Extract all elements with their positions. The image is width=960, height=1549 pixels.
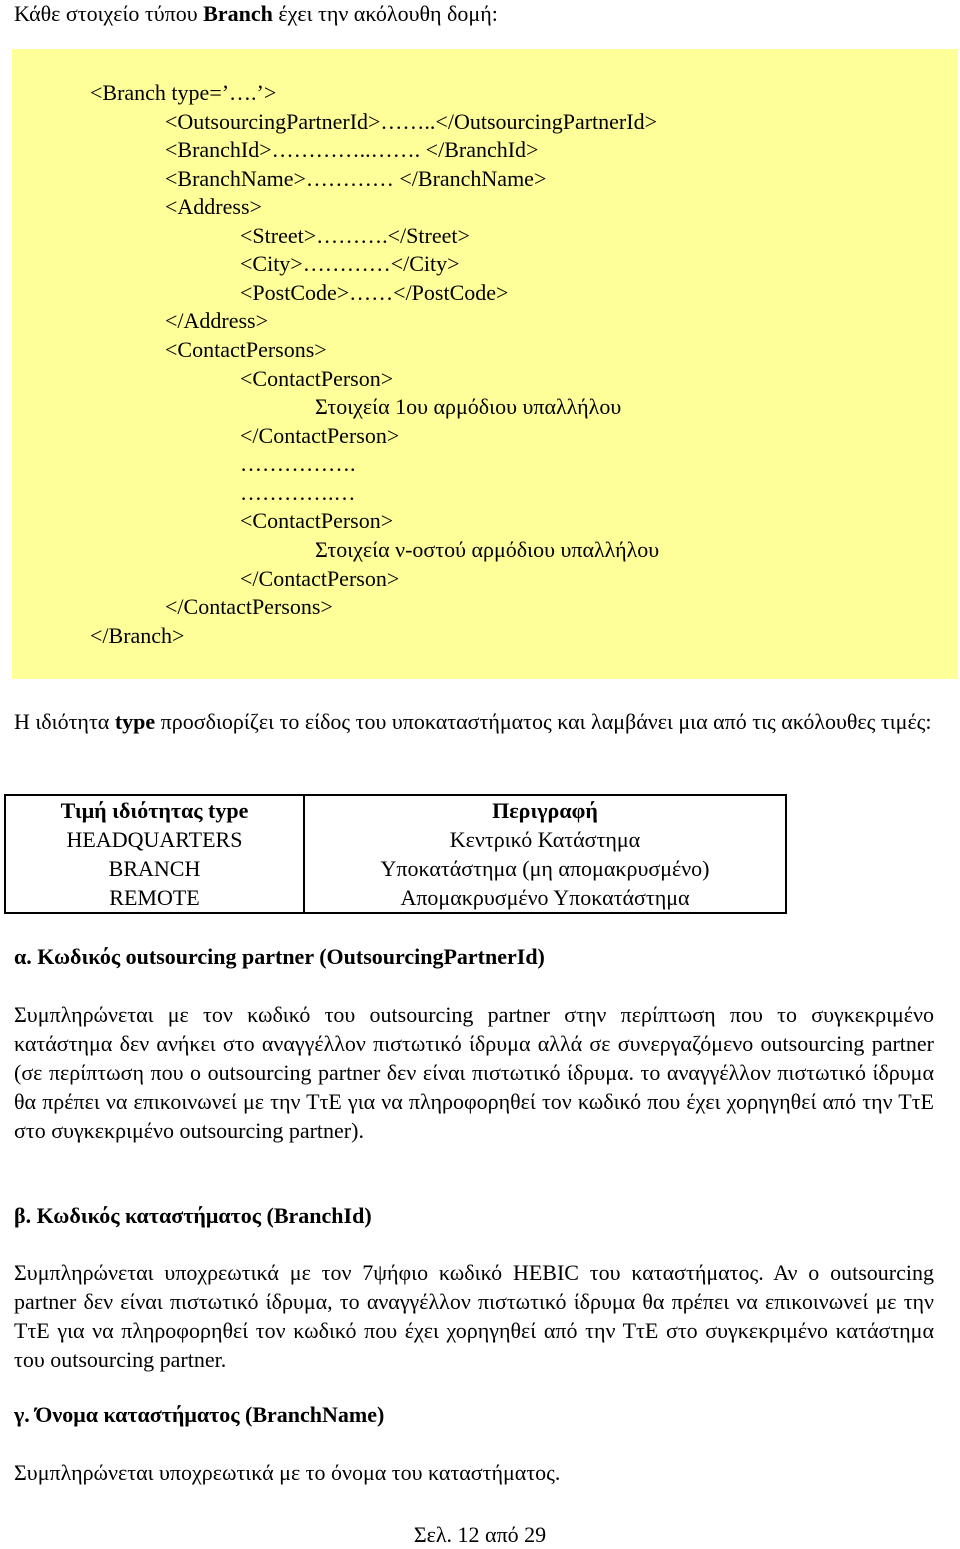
code-line: </Branch> — [90, 623, 185, 648]
code-line: <ContactPerson> — [240, 508, 394, 533]
code-line: </ContactPerson> — [240, 566, 400, 591]
table-row — [5, 854, 786, 883]
intro-text — [14, 0, 498, 28]
table-header-cell: Τιμή ιδιότητας type — [5, 795, 304, 825]
section-body: Συμπληρώνεται με τον κωδικό του outsourcing partner στην περίπτωση που το συγκεκριμένο κατάστημα δεν ανήκει στο αναγγέλλον πιστωτικό ίδρυμα αλλά σε συνεργαζόμενο outsourcing partner (σε περίπτωση που ο outsourcing partner δεν είναι πιστωτικό ίδρυμα. το αναγγέλλον πιστωτικό ίδρυμα θα πρέπει να επικοινωνεί με την ΤτΕ για να πληροφορηθεί τον κωδικό που έχει χορηγηθεί από την ΤτΕ στο συγκεκριμένο outsourcing partner). — [14, 1002, 934, 1143]
code-line: <BranchId>…………..……. </BranchId> — [165, 137, 539, 162]
xml-structure-box — [12, 49, 958, 679]
section-label: α. — [14, 944, 32, 969]
table-cell: BRANCH — [5, 854, 304, 883]
table-cell: HEADQUARTERS — [5, 825, 304, 854]
table-row — [5, 825, 786, 854]
code-line: ………….… — [240, 480, 356, 505]
code-line: <BranchName>………… </BranchName> — [165, 166, 547, 191]
section-title: Όνομα καταστήματος (BranchName) — [35, 1402, 385, 1427]
code-line: <ContactPerson> — [240, 366, 394, 391]
page-number: Σελ. 12 από 29 — [413, 1522, 547, 1547]
code-line: <OutsourcingPartnerId>……..</OutsourcingPartnerId> — [165, 109, 657, 134]
section-label: β. — [14, 1203, 32, 1228]
table-cell: Κεντρικό Κατάστημα — [449, 827, 641, 852]
type-para-bold: type — [114, 709, 156, 734]
section-heading — [14, 1202, 372, 1230]
intro-before: Κάθε στοιχείο τύπου — [14, 1, 204, 26]
section-title: Κωδικός outsourcing partner (OutsourcingPartnerId) — [37, 944, 545, 969]
code-line: </ContactPerson> — [240, 423, 400, 448]
type-para-before: Η ιδιότητα — [14, 709, 115, 734]
section-heading — [14, 943, 545, 971]
code-line: <ContactPersons> — [165, 337, 327, 362]
type-property-paragraph — [14, 708, 934, 736]
section-body: Συμπληρώνεται υποχρεωτικά με το όνομα του καταστήματος. — [14, 1460, 561, 1485]
section-paragraph — [14, 1458, 934, 1487]
code-line: Στοιχεία 1ου αρμόδιου υπαλλήλου — [315, 394, 622, 419]
table-row — [5, 883, 786, 913]
code-line: <Branch type=’….’> — [90, 80, 277, 105]
section-heading — [14, 1401, 384, 1429]
code-line: <Street>……….</Street> — [240, 223, 470, 248]
intro-after: έχει την ακόλουθη δομή: — [272, 1, 498, 26]
section-body: Συμπληρώνεται υποχρεωτικά με τον 7ψήφιο κωδικό HEBIC του καταστήματος. Αν ο outsourcing partner δεν είναι πιστωτικό ίδρυμα, το αναγγέλλον πιστωτικό ίδρυμα θα πρέπει να επικοινωνεί με την ΤτΕ για να πληροφορηθεί τον κωδικό που έχει χορηγηθεί από την ΤτΕ στο συγκεκριμένο κατάστημα του outsourcing partner. — [14, 1260, 934, 1372]
code-line: <Address> — [165, 194, 262, 219]
code-line: </Address> — [165, 308, 269, 333]
section-paragraph — [14, 1258, 934, 1374]
code-line: ……………. — [240, 451, 356, 476]
table-header-cell: Περιγραφή — [492, 798, 598, 823]
table-cell: Απομακρυσμένο Υποκατάστημα — [400, 885, 690, 910]
table-cell: REMOTE — [5, 883, 304, 913]
table-cell: Υποκατάστημα (μη απομακρυσμένο) — [380, 856, 710, 881]
section-paragraph — [14, 1000, 934, 1145]
intro-bold-term: Branch — [203, 1, 273, 26]
table-header-row — [5, 795, 786, 825]
code-line: <City>…………</City> — [240, 251, 460, 276]
type-values-table — [4, 794, 787, 914]
section-title: Κωδικός καταστήματος (BranchId) — [36, 1203, 372, 1228]
code-line: <PostCode>……</PostCode> — [240, 280, 509, 305]
code-line: </ContactPersons> — [165, 594, 333, 619]
section-label: γ. — [14, 1402, 30, 1427]
type-para-after: προσδιορίζει το είδος του υποκαταστήματος και λαμβάνει μια από τις ακόλουθες τιμές: — [155, 709, 932, 734]
code-line: Στοιχεία ν-οστού αρμόδιου υπαλλήλου — [315, 537, 660, 562]
